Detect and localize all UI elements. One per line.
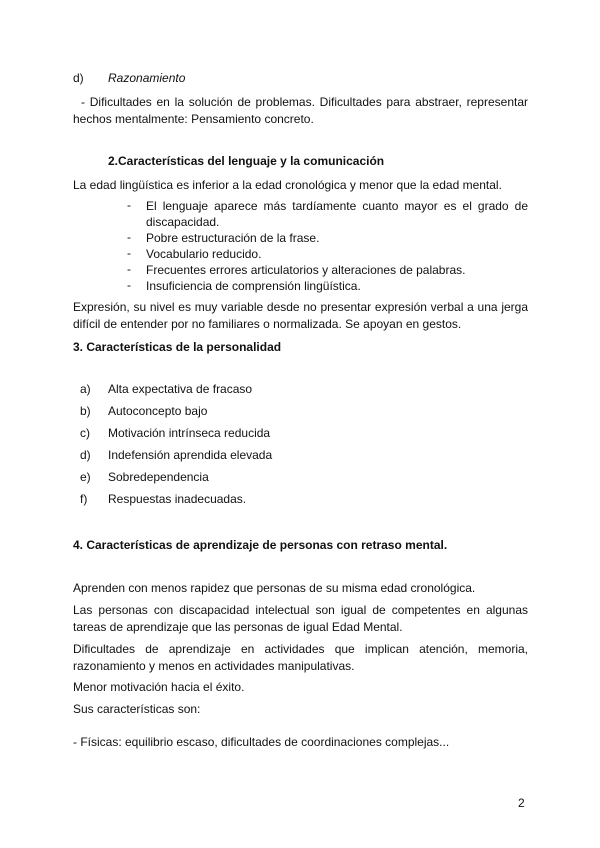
list-item-label: b) xyxy=(80,404,91,418)
bullet-dash: - xyxy=(127,198,131,212)
section4-paragraph: Dificultades de aprendizaje en actividades que implican atención, memoria, razonamiento y menos en actividades manipulativas. xyxy=(73,642,528,673)
section-d-text: - Dificultades en la solución de problemas. Dificultades para abstraer, representar hechos mentalmente: Pensamiento concreto. xyxy=(73,95,528,126)
section4-paragraph: Menor motivación hacia el éxito. xyxy=(73,680,245,694)
list-item-text: Alta expectativa de fracaso xyxy=(108,382,253,396)
list-item-text: Indefensión aprendida elevada xyxy=(108,448,273,462)
section2-bullet: El lenguaje aparece más tardíamente cuanto mayor es el grado de discapacidad. xyxy=(146,199,528,229)
bullet-dash: - xyxy=(127,278,131,292)
list-item-label: e) xyxy=(80,470,91,484)
section2-outro: Expresión, su nivel es muy variable desde no presentar expresión verbal a una jerga difícil de entender por no familiares o normalizada. Se apoyan en gestos. xyxy=(73,300,528,331)
list-item-text: Autoconcepto bajo xyxy=(108,404,208,418)
section2-heading: 2.Características del lenguaje y la comunicación xyxy=(108,154,385,168)
section2-bullet: Insuficiencia de comprensión lingüística. xyxy=(146,279,361,293)
section4-paragraph: Aprenden con menos rapidez que personas de su misma edad cronológica. xyxy=(73,581,476,595)
list-item-label: c) xyxy=(80,426,90,440)
bullet-dash: - xyxy=(127,246,131,260)
section4-heading: 4. Características de aprendizaje de personas con retraso mental. xyxy=(73,538,448,552)
section-d-label: d) xyxy=(73,71,84,85)
section2-bullet: Pobre estructuración de la frase. xyxy=(146,231,320,245)
list-item-text: Motivación intrínseca reducida xyxy=(108,426,271,440)
list-item-text: Sobredependencia xyxy=(108,470,209,484)
section4-paragraph: Sus características son: xyxy=(73,702,201,716)
list-item-label: f) xyxy=(80,492,88,506)
section-d-title: Razonamiento xyxy=(108,71,186,85)
section2-bullet: Frecuentes errores articulatorios y alteraciones de palabras. xyxy=(146,263,466,277)
list-item-label: d) xyxy=(80,448,91,462)
section2-bullet: Vocabulario reducido. xyxy=(146,247,262,261)
section2-intro: La edad lingüística es inferior a la edad cronológica y menor que la edad mental. xyxy=(73,178,502,192)
section4-paragraph: - Físicas: equilibrio escaso, dificultades de coordinaciones complejas... xyxy=(73,735,450,749)
list-item-text: Respuestas inadecuadas. xyxy=(108,492,247,506)
bullet-dash: - xyxy=(127,262,131,276)
bullet-dash: - xyxy=(127,230,131,244)
list-item-label: a) xyxy=(80,382,91,396)
section3-heading: 3. Características de la personalidad xyxy=(73,340,282,354)
section4-paragraph: Las personas con discapacidad intelectual son igual de competentes en algunas tareas de aprendizaje que las personas de igual Edad Mental. xyxy=(73,603,528,634)
page-number: 2 xyxy=(518,796,525,810)
